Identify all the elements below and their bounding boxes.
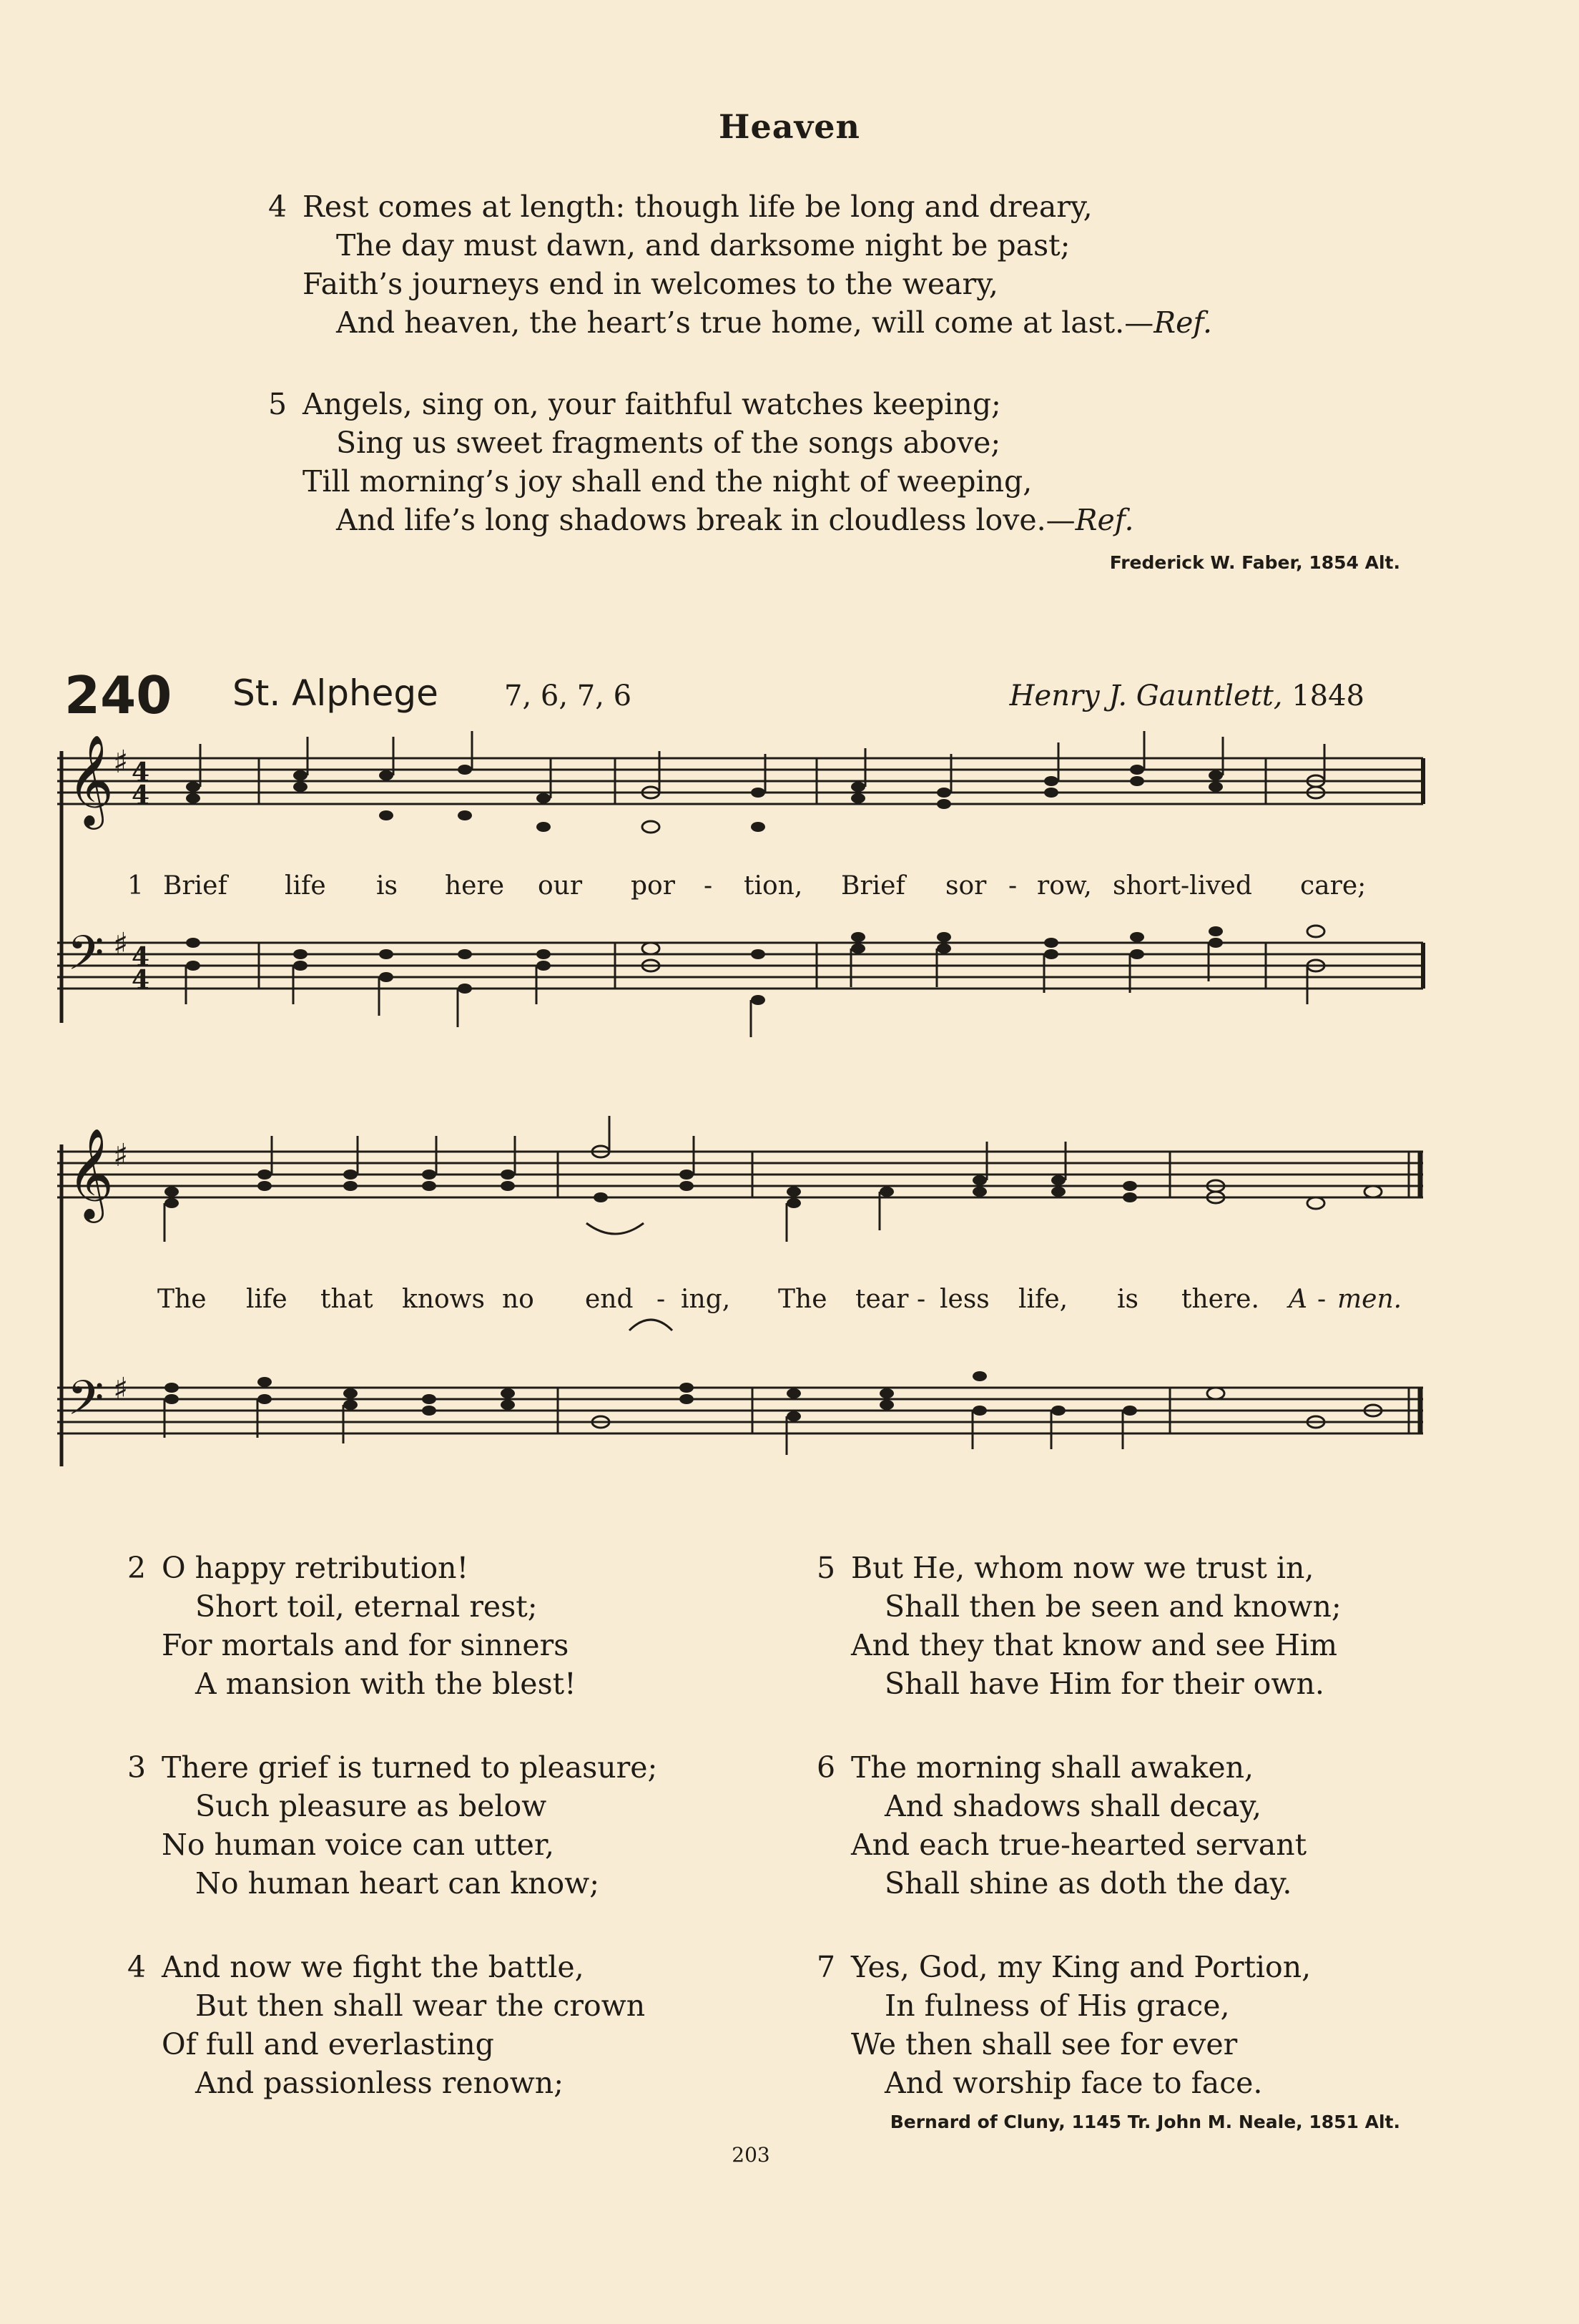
lyric-syllable: there. [1181,1285,1259,1314]
lyric-syllable: no [502,1285,534,1314]
stanza-line: No human heart can know; [195,1866,600,1901]
stanza-line: Sing us sweet fragments of the songs above; [336,426,1001,460]
stanza-line: Of full and everlasting [162,2027,494,2061]
stanza-number: 5 [817,1551,836,1585]
stanza-line: Rest comes at length: though life be long and dreary, [302,190,1093,224]
lyric-syllable: here [445,871,505,901]
top-credit: Frederick W. Faber, 1854 Alt. [1109,552,1400,573]
stanza-line: Shall have Him for their own. [885,1667,1324,1701]
lyric-syllable: our [538,871,583,901]
composer-name: Henry J. Gauntlett, [1009,680,1283,712]
lyric-syllable: ing, [681,1285,731,1314]
stanza-line: And life’s long shadows break in cloudless love.— [336,503,1076,537]
stanza-line: Such pleasure as below [195,1789,547,1823]
lyric-syllable: life [285,871,326,901]
stanza-line: The day must dawn, and darksome night be past; [336,228,1071,263]
stanza-line: Till morning’s joy shall end the night of weeping, [302,464,1033,499]
stanza-line: Shall shine as doth the day. [885,1866,1292,1901]
lyric-syllable: that [320,1285,373,1314]
lyric-syllable: short-lived [1113,871,1252,901]
lyric-syllable: The [778,1285,827,1314]
tune-name: St. Alphege [232,672,438,714]
page-number: 203 [732,2143,770,2167]
lyric-syllable: life [246,1285,287,1314]
meter: 7, 6, 7, 6 [504,680,632,712]
lyric-hyphen: - [704,871,713,901]
lyric-syllable: knows [402,1285,485,1314]
refrain-marker: Ref. [1153,305,1213,340]
lyric-syllable: men. [1337,1285,1402,1314]
stanza-line: O happy retribution! [162,1551,469,1585]
svg-text:𝄞: 𝄞 [67,734,114,825]
stanza-line: And heaven, the heart’s true home, will come at last.— [336,305,1154,340]
lyrics-line-1 [0,871,1579,907]
lyric-syllable: tion, [744,871,803,901]
stanza-number: 4 [268,190,287,224]
stanza-line: And passionless renown; [195,2066,564,2100]
stanza-line: Shall then be seen and known; [885,1589,1342,1624]
stanza-line: In fulness of His grace, [885,1989,1230,2023]
stanza-line: The morning shall awaken, [851,1750,1254,1785]
stanza-line: We then shall see for ever [851,2027,1238,2061]
svg-text:♯: ♯ [113,926,129,963]
stanza-3 [127,1748,657,1903]
stanza-number: 5 [268,387,287,421]
stanza-number: 7 [817,1950,836,1984]
stanza-line: There grief is turned to pleasure; [162,1750,658,1785]
stanza-line: And they that know and see Him [851,1628,1338,1662]
stanza-line: No human voice can utter, [162,1828,554,1862]
stanza-line: Yes, God, my King and Portion, [851,1950,1312,1984]
verse-number: 1 [127,871,144,901]
svg-text:♯: ♯ [113,744,129,780]
lyric-syllable: is [1117,1285,1138,1314]
lyric-syllable: end [585,1285,634,1314]
svg-text:♯: ♯ [113,1137,129,1174]
stanza-line: Short toil, eternal rest; [195,1589,538,1624]
stanza-7 [817,1948,1311,2102]
lyric-syllable: Brief [841,871,905,901]
stanza-number: 3 [127,1750,147,1785]
hymn-number: 240 [64,665,172,725]
lyric-syllable: row, [1037,871,1092,901]
stanza-4 [127,1948,645,2102]
lyric-syllable: A [1289,1285,1307,1314]
lyric-syllable: sor [945,871,987,901]
stanza-number: 4 [127,1950,147,1984]
lyric-syllable: Brief [163,871,227,901]
svg-text:♯: ♯ [113,1371,129,1408]
refrain-marker: Ref. [1075,503,1134,537]
svg-text:𝄞: 𝄞 [67,1127,114,1219]
stanza-line: But He, whom now we trust in, [851,1551,1314,1585]
stanza-2 [127,1549,576,1703]
stanza-5 [817,1549,1342,1703]
lyric-hyphen: - [1008,871,1018,901]
lyric-hyphen: - [656,1285,666,1314]
stanza-line: And worship face to face. [885,2066,1263,2100]
svg-text:4: 4 [132,942,150,972]
lyric-syllable: care; [1300,871,1367,901]
lyric-hyphen: - [917,1285,926,1314]
stanza-line: Faith’s journeys end in welcomes to the weary, [302,267,998,301]
lyric-syllable: tear [855,1285,909,1314]
stanza-line: And shadows shall decay, [885,1789,1262,1823]
lyric-syllable: por [631,871,675,901]
svg-text:4: 4 [132,757,150,788]
lyric-syllable: is [376,871,398,901]
composer [1010,680,1364,712]
lyric-syllable: The [157,1285,207,1314]
lyrics-line-2 [0,1285,1579,1320]
stanza-line: A mansion with the blest! [195,1667,576,1701]
stanza-line: Angels, sing on, your faithful watches keeping; [302,387,1001,421]
bottom-credit: Bernard of Cluny, 1145 Tr. John M. Neale, 1851 Alt. [890,2112,1400,2132]
stanza-line: For mortals and for sinners [162,1628,569,1662]
stanza-line: And each true-hearted servant [851,1828,1307,1862]
top-stanza-5 [268,385,1134,539]
svg-text:𝄢: 𝄢 [67,926,104,992]
lyric-hyphen: - [1317,1285,1327,1314]
composer-year: 1848 [1292,680,1364,712]
top-stanza-4 [268,187,1212,342]
stanza-number: 2 [127,1551,147,1585]
svg-text:4: 4 [132,965,150,995]
stanza-line: But then shall wear the crown [195,1989,646,2023]
stanza-line: And now we fight the battle, [162,1950,584,1984]
lyric-syllable: less [940,1285,990,1314]
svg-text:4: 4 [132,780,150,810]
stanza-6 [817,1748,1307,1903]
stanza-number: 6 [817,1750,836,1785]
lyric-syllable: life, [1018,1285,1068,1314]
svg-text:𝄢: 𝄢 [67,1371,104,1437]
page-header: Heaven [719,107,860,146]
